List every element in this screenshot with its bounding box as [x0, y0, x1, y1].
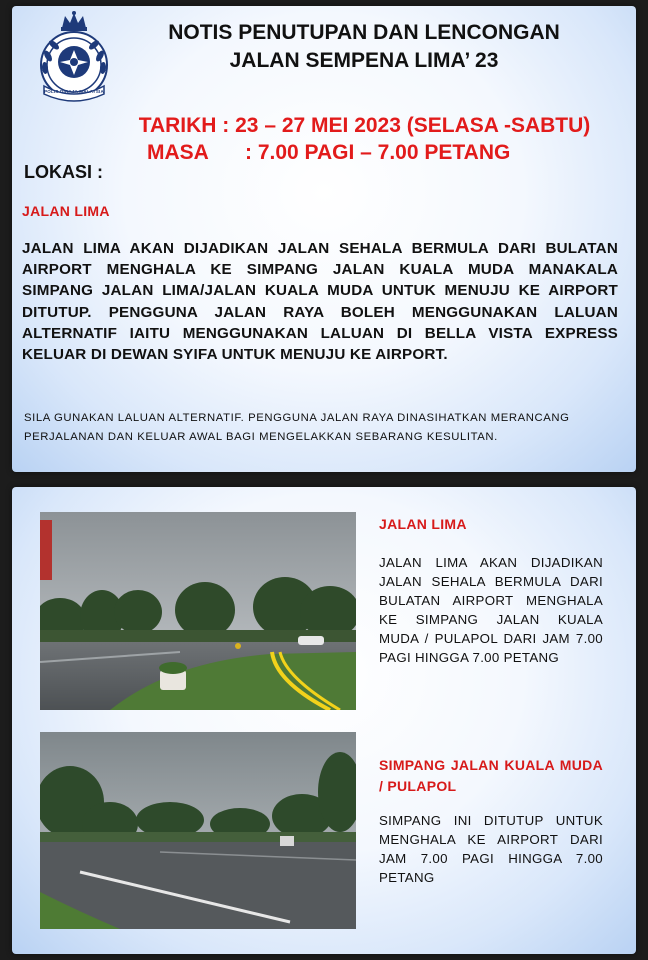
page-title-line-2: JALAN SEMPENA LIMA’ 23	[229, 49, 499, 72]
road-name: JALAN LIMA	[22, 203, 110, 219]
detail-panel	[12, 487, 636, 954]
time-value: : 7.00 PAGI – 7.00 PETANG	[245, 141, 511, 164]
location-heading: LOKASI :	[24, 162, 103, 182]
advisory-notice: SILA GUNAKAN LALUAN ALTERNATIF. PENGGUNA JALAN RAYA DINASIHATKAN MERANCANG PERJALANAN DAN KELUAR AWAL BAGI MENGELAKKAN SEBARANG KESULITAN.	[24, 412, 570, 443]
section-heading: SIMPANG JALAN KUALA MUDA / PULAPOL	[379, 757, 603, 794]
simpang-photo	[40, 732, 356, 929]
notice-panel	[12, 6, 636, 472]
police-crest-icon	[34, 10, 114, 104]
road-description: JALAN LIMA AKAN DIJADIKAN JALAN SEHALA BERMULA DARI BULATAN AIRPORT MENGHALA KE SIMPANG JALAN KUALA MUDA MANAKALA SIMPANG JALAN LIMA/JALAN KUALA MUDA UNTUK MENUJU KE AIRPORT DITUTUP. PENGGUNA JALAN RAYA BOLEH MENGGUNAKAN LALUAN ALTERNATIF IAITU MENGGUNAKAN LALUAN DI BELLA VISTA EXPRESS KELUAR DI DEWAN SYIFA UNTUK MENUJU KE AIRPORT.	[22, 240, 618, 364]
page-title-line-1: NOTIS PENUTUPAN DAN LENCONGAN	[168, 21, 560, 44]
section-text: JALAN LIMA AKAN DIJADIKAN JALAN SEHALA BERMULA DARI BULATAN AIRPORT MENGHALA KE SIMPANG JALAN KUALA MUDA / PULAPOL DARI JAM 7.00 PAGI HINGGA 7.00 PETANG	[379, 555, 603, 665]
section-text: SIMPANG INI DITUTUP UNTUK MENGHALA KE AIRPORT DARI JAM 7.00 PAGI HINGGA 7.00 PETANG	[379, 813, 603, 885]
logo-ring-text: POLIS DIRAJA MALAYSIA	[44, 89, 104, 94]
date-line: TARIKH : 23 – 27 MEI 2023 (SELASA -SABTU)	[138, 114, 591, 137]
jalan-lima-photo	[40, 512, 356, 710]
time-label: MASA	[147, 141, 209, 164]
section-heading: JALAN LIMA	[379, 516, 467, 532]
time-line	[147, 140, 567, 166]
